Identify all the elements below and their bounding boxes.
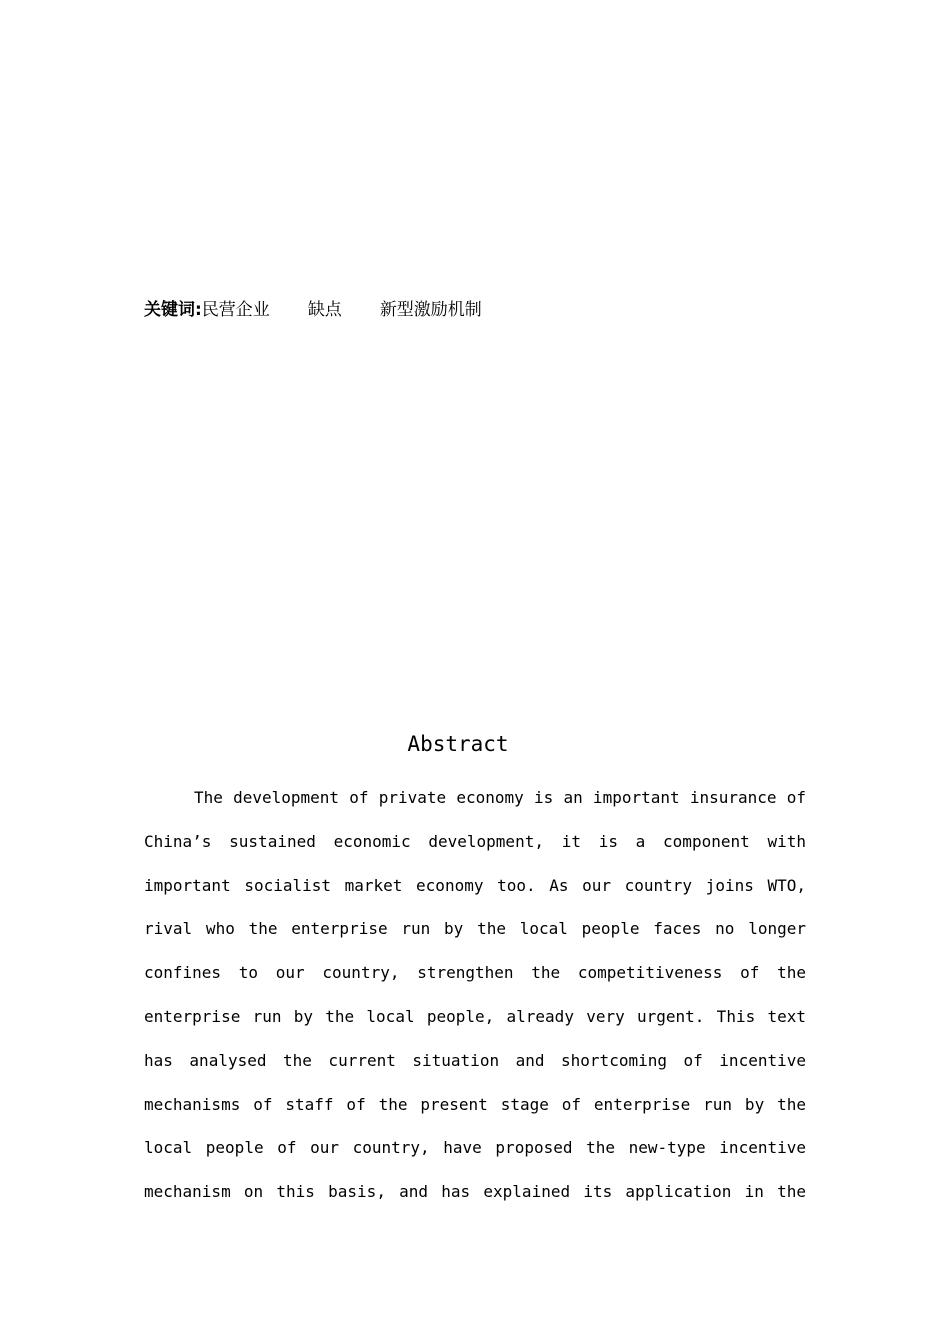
abstract-line: mechanisms of staff of the present stage of enterprise run by the	[144, 1094, 806, 1114]
keyword-term: 缺点	[307, 300, 342, 320]
keywords-line	[144, 296, 482, 324]
abstract-line: has analysed the current situation and shortcoming of incentive	[144, 1050, 806, 1070]
abstract-line: rival who the enterprise run by the local people faces no longer	[144, 919, 806, 939]
abstract-line: enterprise run by the local people, already very urgent. This text	[144, 1006, 806, 1026]
abstract-line: The development of private economy is an important insurance of	[194, 788, 806, 807]
abstract-heading: Abstract	[407, 732, 509, 756]
abstract-line: mechanism on this basis, and has explained its application in the	[144, 1182, 806, 1202]
abstract-line: China’s sustained economic development, it is a component with	[144, 831, 806, 851]
abstract-paragraph	[144, 776, 806, 1214]
keywords-label: 关键词:	[144, 300, 202, 320]
abstract-line: confines to our country, strengthen the competitiveness of the	[144, 963, 806, 983]
keyword-term: 新型激励机制	[379, 300, 482, 320]
abstract-line: important socialist market economy too. As our country joins WTO,	[144, 875, 806, 895]
keyword-term: 民营企业	[201, 300, 270, 320]
abstract-line: local people of our country, have proposed the new-type incentive	[144, 1138, 806, 1158]
